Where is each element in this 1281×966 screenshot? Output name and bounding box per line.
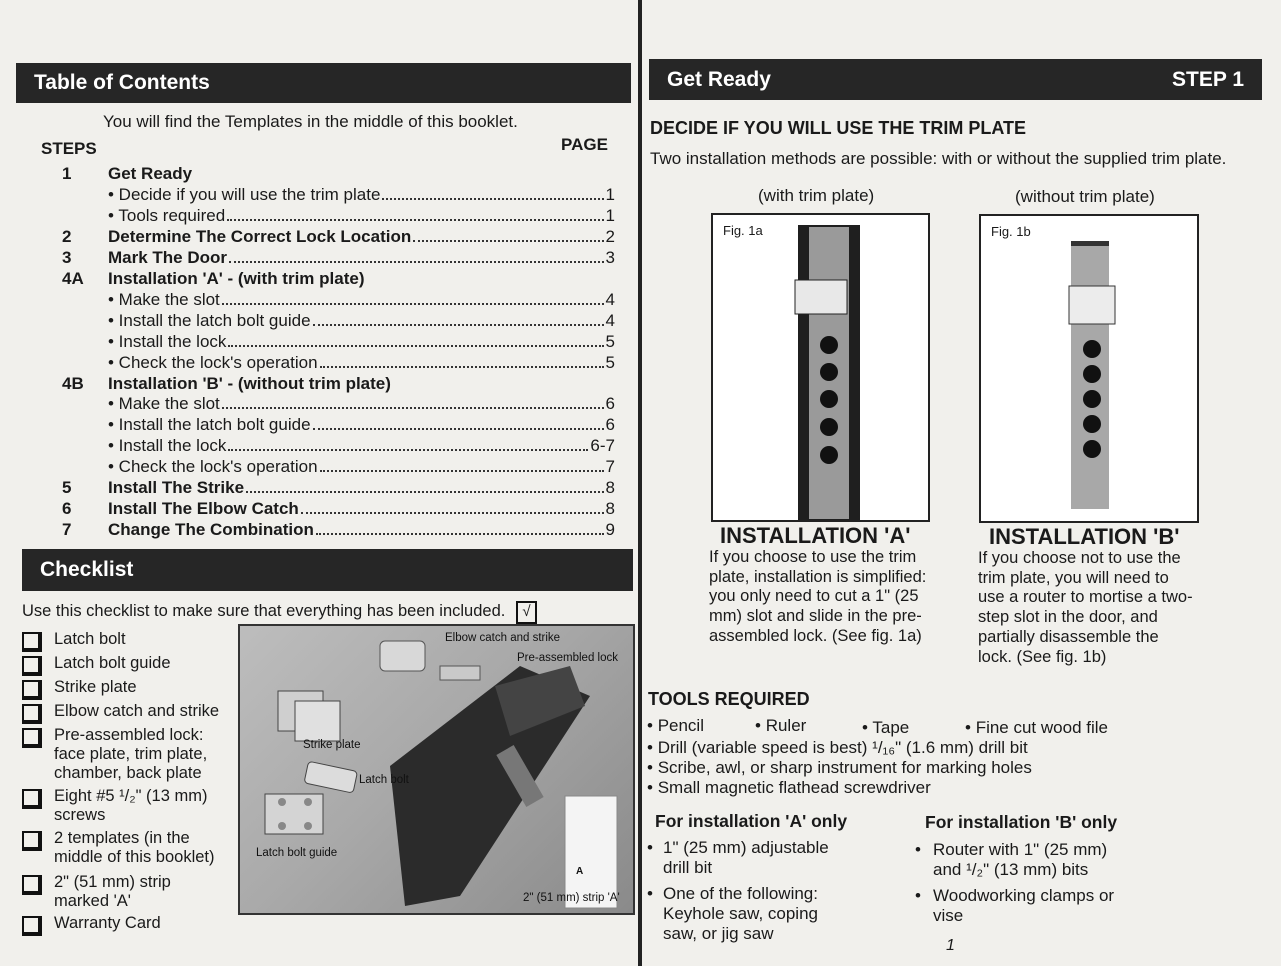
checklist-item	[22, 726, 227, 783]
toc-leader-dots	[222, 407, 604, 409]
toc-row	[0, 289, 615, 310]
toc-entry-text: • Tools required	[108, 205, 226, 225]
toc-leader-dots	[227, 219, 603, 221]
toc-row	[0, 456, 615, 477]
toc-row	[0, 477, 615, 498]
checkbox[interactable]	[22, 728, 42, 748]
toc-entry-text: • Install the latch bolt guide	[108, 310, 311, 330]
toc-entry-text: Install The Elbow Catch	[108, 499, 299, 519]
toc-leader-dots	[313, 428, 604, 430]
strip-mark: A	[576, 866, 584, 877]
checklist-header-bar	[22, 549, 633, 591]
only-b-item-1: • Router with 1" (25 mm) and ¹/₂" (13 mm) bits	[915, 840, 1108, 879]
page-header: PAGE	[561, 135, 608, 154]
checklist-item	[22, 678, 227, 697]
tools-heading: TOOLS REQUIRED	[648, 689, 810, 709]
toc-row	[0, 331, 615, 352]
toc-entry-text: • Check the lock's operation	[108, 457, 318, 477]
checkbox[interactable]	[22, 632, 42, 652]
without-caption: (without trim plate)	[1015, 187, 1155, 206]
checkbox[interactable]	[22, 680, 42, 700]
toc-entry-text: Install The Strike	[108, 478, 245, 498]
get-ready-header-bar	[649, 59, 1262, 100]
toc-row	[0, 163, 615, 184]
tool-ruler: • Ruler	[755, 716, 807, 735]
toc-entry-text: Installation 'B' - (without trim plate)	[108, 373, 391, 393]
only-b-heading: For installation 'B' only	[925, 812, 1118, 832]
toc-page-number: 8	[605, 478, 615, 498]
lock-body	[390, 666, 590, 906]
toc-leader-dots	[316, 533, 604, 535]
toc-row	[0, 310, 615, 331]
toc-step-number: 5	[62, 478, 72, 498]
checkbox[interactable]	[22, 916, 42, 936]
label-latch-bolt-guide: Latch bolt guide	[256, 847, 338, 859]
toc-leader-dots	[413, 240, 603, 242]
only-a-heading: For installation 'A' only	[655, 811, 848, 831]
steps-header: STEPS	[41, 139, 97, 158]
checklist-item	[22, 702, 227, 721]
toc-row	[0, 184, 615, 205]
toc-page-number: 7	[605, 457, 615, 477]
tool-file: • Fine cut wood file	[965, 718, 1108, 737]
toc-leader-dots	[222, 303, 604, 305]
tool-pencil: • Pencil	[647, 716, 704, 735]
toc-step-number: 1	[62, 164, 72, 183]
toc-entry-text: • Make the slot	[108, 394, 220, 414]
figure-1a	[711, 213, 930, 522]
toc-row	[0, 435, 615, 456]
checklist-item-label: 2" (51 mm) strip marked 'A'	[54, 873, 171, 910]
toc-page-number: 4	[605, 289, 615, 309]
checklist-item-label: Latch bolt	[54, 630, 126, 648]
toc-leader-dots	[246, 491, 603, 493]
toc-row	[0, 352, 615, 373]
tool-scribe: • Scribe, awl, or sharp instrument for marking holes	[647, 758, 1032, 777]
toc-leader-dots	[382, 198, 603, 200]
only-a-item-2: • One of the following: Keyhole saw, coping saw, or jig saw	[647, 884, 818, 943]
checklist-item	[22, 873, 227, 911]
toc-page-number: 6	[605, 415, 615, 435]
installation-b-title: INSTALLATION 'B'	[989, 524, 1180, 549]
figure-1b	[979, 214, 1199, 523]
fig-1a-label: Fig. 1a	[723, 223, 763, 238]
latch-bolt	[304, 761, 357, 793]
label-preassembled-lock: Pre-assembled lock	[517, 652, 618, 664]
toc-row	[0, 498, 615, 519]
tool-screwdriver: • Small magnetic flathead screwdriver	[647, 778, 931, 797]
toc-row	[0, 247, 615, 268]
toc-page-number: 4	[605, 310, 615, 330]
toc-entry-text: • Install the latch bolt guide	[108, 415, 311, 435]
strike-plate	[278, 691, 340, 741]
toc-leader-dots	[320, 470, 604, 472]
toc-leader-dots	[320, 366, 604, 368]
toc-entry-text: Get Ready	[108, 164, 193, 183]
decide-heading: DECIDE IF YOU WILL USE THE TRIM PLATE	[650, 118, 1027, 138]
checkbox[interactable]	[22, 875, 42, 895]
latch-bolt-guide	[265, 794, 323, 834]
only-a-item-1: • 1" (25 mm) adjustable drill bit	[647, 838, 829, 877]
label-strike-plate: Strike plate	[303, 739, 361, 751]
toc-row	[0, 373, 615, 394]
installation-a-title: INSTALLATION 'A'	[720, 523, 911, 548]
checkmark-box: √	[516, 601, 537, 624]
toc-step-number: 2	[62, 226, 72, 246]
booklet-spine	[638, 0, 642, 966]
get-ready-title: Get Ready	[667, 67, 771, 91]
toc-row	[0, 205, 615, 226]
checklist-item	[22, 630, 227, 649]
toc-title: Table of Contents	[34, 71, 210, 94]
toc-page-number: 1	[605, 205, 615, 225]
toc-leader-dots	[229, 261, 604, 263]
with-caption: (with trim plate)	[758, 186, 875, 205]
toc-intro: You will find the Templates in the middle of this booklet.	[103, 112, 518, 131]
label-strip: 2" (51 mm) strip 'A'	[523, 892, 620, 904]
checklist-item-label: Elbow catch and strike	[54, 702, 220, 720]
checkbox[interactable]	[22, 656, 42, 676]
checklist-item-label: Eight #5 ¹/₂" (13 mm) screws	[54, 787, 208, 824]
checkbox[interactable]	[22, 831, 42, 851]
checklist-item-label: 2 templates (in the middle of this booklet)	[54, 829, 215, 866]
checkbox[interactable]	[22, 789, 42, 809]
toc-entry-text: • Install the lock	[108, 436, 227, 456]
checklist-item	[22, 914, 227, 933]
only-b-item-2: • Woodworking clamps or vise	[915, 886, 1115, 925]
label-latch-bolt: Latch bolt	[359, 774, 409, 786]
decide-text: Two installation methods are possible: with or without the supplied trim plate.	[650, 149, 1227, 168]
toc-row	[0, 226, 615, 247]
elbow-catch	[380, 641, 480, 680]
toc-step-number: 4B	[62, 373, 84, 393]
toc-entry-text: • Make the slot	[108, 289, 220, 309]
checklist-item-label: Latch bolt guide	[54, 654, 171, 672]
fig-1b-label: Fig. 1b	[991, 224, 1031, 239]
checkbox[interactable]	[22, 704, 42, 724]
step-label: STEP 1	[1172, 67, 1244, 91]
fig-1b-drawing	[981, 216, 1197, 521]
toc-entry-text: Installation 'A' - (with trim plate)	[108, 268, 365, 288]
parts-photo	[238, 624, 635, 915]
checklist-item-label: Pre-assembled lock: face plate, trim plate, chamber, back plate	[54, 726, 208, 782]
toc-page-number: 2	[605, 226, 615, 246]
toc-page-number: 9	[605, 520, 615, 540]
toc-entry-text: Mark The Door	[108, 247, 228, 267]
toc-step-number: 6	[62, 499, 72, 519]
toc-entry-text: • Check the lock's operation	[108, 352, 318, 372]
checklist-item	[22, 787, 227, 825]
toc-page-number: 8	[605, 499, 615, 519]
toc-header-bar	[16, 63, 631, 103]
toc-page-number: 6-7	[590, 436, 615, 456]
label-elbow-catch: Elbow catch and strike	[445, 632, 561, 644]
toc-page-number: 5	[605, 352, 615, 372]
toc-leader-dots	[313, 324, 604, 326]
toc-row	[0, 268, 615, 289]
checklist-item-label: Warranty Card	[54, 914, 161, 932]
toc-leader-dots	[228, 449, 588, 451]
tool-drill: • Drill (variable speed is best) ¹/₁₆" (1.6 mm) drill bit	[647, 738, 1028, 757]
toc-row	[0, 414, 615, 435]
toc-entry-text: • Install the lock	[108, 331, 227, 351]
checklist-item	[22, 829, 227, 867]
checklist-item-label: Strike plate	[54, 678, 137, 696]
installation-b-text: If you choose not to use the trim plate, you will need to use a router to mortise a two-step slot in the door, and partially disassemble the lock. (See fig. 1b)	[978, 549, 1193, 666]
toc-leader-dots	[301, 512, 604, 514]
toc-page-number: 5	[605, 331, 615, 351]
checklist-intro	[22, 601, 537, 624]
toc-page-number: 6	[605, 394, 615, 414]
toc-step-number: 4A	[62, 268, 84, 288]
toc-page-number: 3	[605, 247, 615, 267]
toc-row	[0, 393, 615, 414]
checklist-item	[22, 654, 227, 673]
toc-row	[0, 519, 615, 540]
tool-tape: • Tape	[862, 718, 910, 737]
checklist-title: Checklist	[40, 558, 134, 581]
toc-entry-text: Determine The Correct Lock Location	[108, 226, 412, 246]
toc-page-number: 1	[605, 184, 615, 204]
toc-step-number: 3	[62, 247, 72, 267]
toc-step-number: 7	[62, 520, 72, 540]
checklist-intro-text: Use this checklist to make sure that everything has been included.	[22, 602, 506, 620]
fig-1a-drawing	[713, 215, 928, 520]
toc-leader-dots	[228, 345, 603, 347]
page-number: 1	[946, 937, 955, 954]
toc-entry-text: Change The Combination	[108, 520, 314, 540]
installation-a-text: If you choose to use the trim plate, installation is simplified: you only need to cut a 1" (25 mm) slot and slide in the pre-assembled lock. (See fig. 1a)	[709, 548, 927, 645]
toc-entry-text: • Decide if you will use the trim plate	[108, 184, 381, 204]
